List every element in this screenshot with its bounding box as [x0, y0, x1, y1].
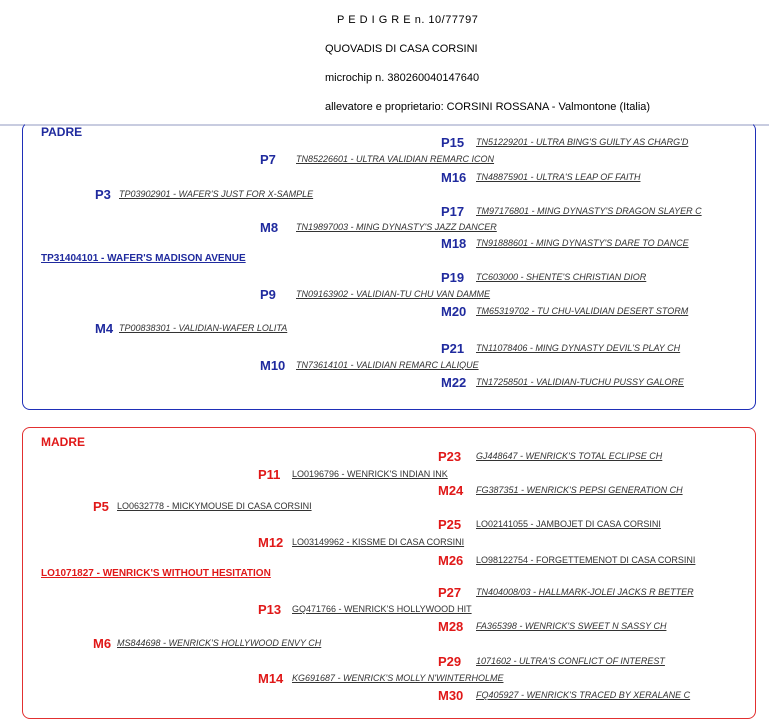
pedigree-code: P17	[441, 204, 465, 219]
pedigree-entry-link[interactable]: TN19897003 - MING DYNASTY'S JAZZ DANCER	[296, 222, 497, 232]
pedigree-entry-link[interactable]: 1071602 - ULTRA'S CONFLICT OF INTEREST	[476, 656, 665, 666]
pedigree-entry-link[interactable]: TC603000 - SHENTE'S CHRISTIAN DIOR	[476, 272, 647, 282]
pedigree-code: P13	[258, 602, 282, 617]
pedigree-entry-link[interactable]: TM97176801 - MING DYNASTY'S DRAGON SLAYER C	[476, 206, 702, 216]
pedigree-entry-link[interactable]: TN09163902 - VALIDIAN-TU CHU VAN DAMME	[296, 289, 491, 299]
pedigree-code: P23	[438, 449, 462, 464]
pedigree-entry-link[interactable]: FQ405927 - WENRICK'S TRACED BY XERALANE C	[476, 690, 691, 700]
pedigree-code: M16	[441, 170, 467, 185]
pedigree-entry-link[interactable]: TP03902901 - WAFER'S JUST FOR X-SAMPLE	[119, 189, 314, 199]
pedigree-entry-link[interactable]: TN17258501 - VALIDIAN-TUCHU PUSSY GALORE	[476, 377, 684, 387]
pedigree-entry-link[interactable]: LO0196796 - WENRICK'S INDIAN INK	[292, 469, 448, 479]
pedigree-code: P15	[441, 135, 465, 150]
pedigree-code: P3	[95, 187, 111, 202]
pedigree-entry-link[interactable]: TP00838301 - VALIDIAN-WAFER LOLITA	[119, 323, 288, 333]
pedigree-code: P11	[258, 467, 281, 482]
pedigree-code: M12	[258, 535, 284, 550]
breeder-owner: allevatore e proprietario: CORSINI ROSSANA - Valmontone (Italia)	[325, 101, 651, 113]
pedigree-code: M20	[441, 304, 467, 319]
pedigree-code: P9	[260, 287, 276, 302]
pedigree-code: M28	[438, 619, 464, 634]
padre-label: PADRE	[41, 125, 83, 139]
pedigree-entry-link[interactable]: TN91888601 - MING DYNASTY'S DARE TO DANCE	[476, 238, 689, 248]
pedigree-code: M24	[438, 483, 464, 498]
pedigree-code: M10	[260, 358, 286, 373]
pedigree-code: P27	[438, 585, 462, 600]
pedigree-code: P7	[260, 152, 276, 167]
dog-name: QUOVADIS DI CASA CORSINI	[325, 43, 478, 55]
pedigree-code: M18	[441, 236, 467, 251]
pedigree-entry-link[interactable]: TN51229201 - ULTRA BING'S GUILTY AS CHARG'D	[476, 137, 689, 147]
pedigree-entry-link[interactable]: GJ448647 - WENRICK'S TOTAL ECLIPSE CH	[476, 451, 663, 461]
pedigree-code: P19	[441, 270, 465, 285]
pedigree-entry-link[interactable]: KG691687 - WENRICK'S MOLLY N'WINTERHOLME	[292, 673, 504, 683]
microchip-number: microchip n. 380260040147640	[325, 72, 480, 84]
pedigree-entry-link[interactable]: LO02141055 - JAMBOJET DI CASA CORSINI	[476, 519, 661, 529]
pedigree-code: P29	[438, 654, 462, 669]
padre-root-link[interactable]: TP31404101 - WAFER'S MADISON AVENUE	[41, 253, 246, 264]
pedigree-entry-link[interactable]: TN11078406 - MING DYNASTY DEVIL'S PLAY CH	[476, 343, 681, 353]
pedigree-code: M8	[260, 220, 279, 235]
pedigree-code: M4	[95, 321, 114, 336]
pedigree-entry-link[interactable]: TN73614101 - VALIDIAN REMARC LALIQUE	[296, 360, 479, 370]
pedigree-entry-link[interactable]: TN48875901 - ULTRA'S LEAP OF FAITH	[476, 172, 641, 182]
pedigree-code: P25	[438, 517, 462, 532]
pedigree-code: M6	[93, 636, 112, 651]
pedigree-code: P5	[93, 499, 109, 514]
pedigree-code: M26	[438, 553, 464, 568]
madre-label: MADRE	[41, 435, 85, 449]
pedigree-entry-link[interactable]: FG387351 - WENRICK'S PEPSI GENERATION CH	[476, 485, 683, 495]
pedigree-entry-link[interactable]: LO98122754 - FORGETTEMENOT DI CASA CORSINI	[476, 555, 696, 565]
pedigree-entry-link[interactable]: TN404008/03 - HALLMARK-JOLEI JACKS R BETTER	[476, 587, 694, 597]
pedigree-code: P21	[441, 341, 465, 356]
pedigree-entry-link[interactable]: TM65319702 - TU CHU-VALIDIAN DESERT STORM	[476, 306, 689, 316]
pedigree-entry-link[interactable]: LO03149962 - KISSME DI CASA CORSINI	[292, 537, 465, 547]
pedigree-entry-link[interactable]: TN85226601 - ULTRA VALIDIAN REMARC ICON	[296, 154, 495, 164]
pedigree-entry-link[interactable]: GQ471766 - WENRICK'S HOLLYWOOD HIT	[292, 604, 472, 614]
pedigree-entry-link[interactable]: LO0632778 - MICKYMOUSE DI CASA CORSINI	[117, 501, 312, 511]
pedigree-code: M30	[438, 688, 464, 703]
madre-root-link[interactable]: LO1071827 - WENRICK'S WITHOUT HESITATION	[41, 568, 271, 579]
pedigree-title: P E D I G R E n. 10/77797	[337, 14, 479, 26]
pedigree-entry-link[interactable]: MS844698 - WENRICK'S HOLLYWOOD ENVY CH	[117, 638, 322, 648]
pedigree-code: M14	[258, 671, 284, 686]
pedigree-entry-link[interactable]: FA365398 - WENRICK'S SWEET N SASSY CH	[476, 621, 667, 631]
pedigree-code: M22	[441, 375, 467, 390]
